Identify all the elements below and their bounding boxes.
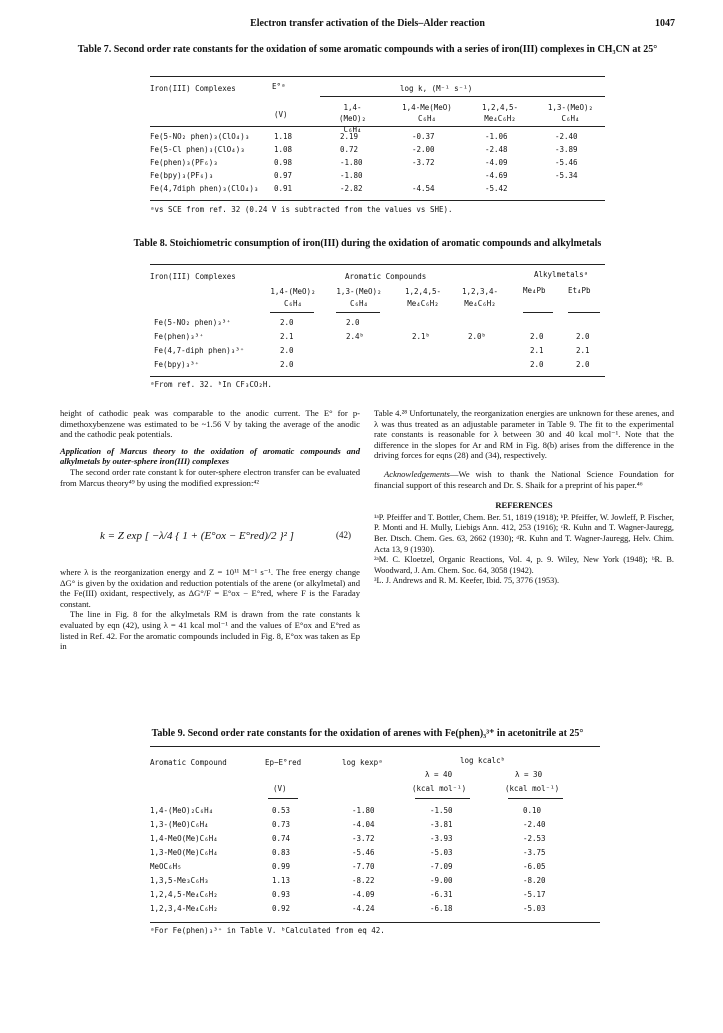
table-cell: Fe(5-NO₂ phen)₃³⁺: [154, 318, 231, 327]
table-cell: 0.91: [274, 184, 293, 193]
table-cell: 2.0: [576, 360, 590, 369]
paragraph: The line in Fig. 8 for the alkylmetals RM is drawn from the rate constants k evaluated by eqn (42), using λ = 41 kcal mol⁻¹ and the values of E°ox and E°red as listed in Ref. 42. For the aromatic compounds included in Fig. 8, E°ox was taken as Ep in: [60, 609, 360, 652]
table-cell: 2.1: [576, 346, 590, 355]
table8-caption: Table 8. Stoichiometric consumption of iron(III) during the oxidation of aromatic compounds and alkylmetals: [133, 238, 602, 249]
table9-footnote: ᵃFor Fe(phen)₃³⁺ in Table V. ᵇCalculated from eq 42.: [150, 926, 385, 935]
table-row: [150, 318, 605, 330]
table-row: [150, 184, 605, 196]
table-row: [150, 904, 600, 916]
table8-sub-3: 1,2,4,5- Me₄C₆H₂: [404, 287, 442, 308]
table9-bottom-rule: [150, 922, 600, 923]
table-row: [150, 876, 600, 888]
table-cell: 2.0: [530, 360, 544, 369]
table-cell: 0.10: [523, 806, 542, 815]
table8-group-alkylmetals: Alkylmetalsᵃ: [534, 270, 589, 279]
table-cell: 2.1ᵇ: [412, 332, 431, 341]
table-cell: 2.0: [530, 332, 544, 341]
paragraph: height of cathodic peak was comparable to the anodic current. The E° for p-dimethoxybenzene was estimated to be ~1.56 V by taking the average of the anodic and the cathodic peak potentials.: [60, 408, 360, 440]
equation-number: (42): [336, 530, 351, 540]
table-cell: -9.00: [430, 876, 453, 885]
table-cell: Fe(4,7diph phen)₃(ClO₄)₃: [150, 184, 259, 193]
table-cell: -2.40: [555, 132, 578, 141]
table-cell: -3.72: [352, 834, 375, 843]
table-cell: Fe(bpy)₃³⁺: [154, 360, 200, 369]
table7-footnote: ᵃvs SCE from ref. 32 (0.24 V is subtracted from the values vs SHE).: [150, 205, 453, 214]
reference-item: ²ᵃM. C. Kloetzel, Organic Reactions, Vol. 4, p. 9. Wiley, New York (1948); ᵇR. B. Woodward, J. Am. Chem. Soc. 64, 3058 (1942).: [374, 555, 674, 575]
table9-lambda-40: λ = 40: [425, 770, 453, 779]
page-number: 1047: [655, 18, 675, 29]
table-cell: 1.18: [274, 132, 293, 141]
table7-bottom-rule: [150, 200, 605, 201]
table-cell: -1.06: [485, 132, 508, 141]
table-cell: -6.05: [523, 862, 546, 871]
table-row: [150, 848, 600, 860]
table-cell: -5.34: [555, 171, 578, 180]
table9-sub-rule: [508, 798, 563, 799]
table-row: [150, 806, 600, 818]
table-cell: 2.1: [530, 346, 544, 355]
table-cell: -3.75: [523, 848, 546, 857]
table-cell: -2.48: [485, 145, 508, 154]
table-cell: 0.83: [272, 848, 291, 857]
table-cell: -4.54: [412, 184, 435, 193]
table-cell: -8.22: [352, 876, 375, 885]
table-cell: -4.24: [352, 904, 375, 913]
table-cell: -6.31: [430, 890, 453, 899]
table-row: [150, 332, 605, 344]
table7-sub-1: 1,4-(MeO)₂ C₆H₄: [338, 103, 367, 134]
table-cell: -2.40: [523, 820, 546, 829]
table-cell: -7.09: [430, 862, 453, 871]
table-cell: Fe(phen)₃(PF₆)₃: [150, 158, 218, 167]
table9-sub-rule: [268, 798, 298, 799]
table-row: [150, 820, 600, 832]
table-cell: -4.69: [485, 171, 508, 180]
table-cell: 2.0: [280, 360, 294, 369]
table7-top-rule: [150, 76, 605, 77]
table-row: [150, 360, 605, 372]
table-cell: -0.37: [412, 132, 435, 141]
table-cell: -1.50: [430, 806, 453, 815]
table-row: [150, 834, 600, 846]
table-cell: 0.53: [272, 806, 291, 815]
equation-42: k = Z exp [ −λ/4 { 1 + (E°ox − E°red)/2 }² ]: [100, 530, 294, 542]
table-cell: -8.20: [523, 876, 546, 885]
table-cell: Fe(bpy)₃(PF₆)₃: [150, 171, 214, 180]
paragraph: Table 4.²⁸ Unfortunately, the reorganization energies are unknown for these arenes, and λ was thus treated as an adjustable parameter in Table 9. The fit to the experimental rate constants is reasonable for λ between 30 and 40 kcal mol⁻¹. Note that the difference in the slopes for Ar and RM in Fig. 8(b) arises from the difference in the driving forces for eqns (28) and (34), respectively.: [374, 408, 674, 461]
paragraph: The second order rate constant k for outer-sphere electron transfer can be evaluated from Marcus theory⁴⁹ by using the modified expression:⁴²: [60, 466, 360, 488]
table-cell: 1,3-(MeO)C₆H₄: [150, 820, 209, 829]
table-cell: -4.09: [352, 890, 375, 899]
acknowledgements: [374, 469, 674, 490]
ack-heading: Acknowledgements: [384, 468, 450, 479]
ack-text: —We wish to thank the National Science Foundation for financial support of this research and Dr. S. Shaik for a preprint of his paper.⁴⁶: [374, 468, 674, 490]
running-title: Electron transfer activation of the Diels–Alder reaction: [250, 18, 485, 29]
table-cell: -3.81: [430, 820, 453, 829]
table-cell: 2.19: [340, 132, 359, 141]
table-cell: 0.99: [272, 862, 291, 871]
table-cell: 1,4-(MeO)₂C₆H₄: [150, 806, 214, 815]
table-row: [150, 346, 605, 358]
table-cell: -2.53: [523, 834, 546, 843]
running-header: [60, 18, 675, 34]
table-cell: 0.93: [272, 890, 291, 899]
table-cell: 2.0: [576, 332, 590, 341]
table-cell: -5.46: [352, 848, 375, 857]
table8-sub-6: Et₄Pb: [568, 286, 591, 295]
table9-top-rule: [150, 746, 600, 747]
table8-top-rule: [150, 264, 605, 265]
table-cell: -1.80: [340, 158, 363, 167]
table-cell: 0.73: [272, 820, 291, 829]
table9-col-kexp: log kexpᵃ: [342, 758, 383, 767]
table9-caption: Table 9. Second order rate constants for the oxidation of arenes with Fe(phen)₃³⁺ in acetonitrile at 25°: [151, 728, 584, 739]
table-cell: 0.97: [274, 171, 293, 180]
table-cell: Fe(phen)₃³⁺: [154, 332, 204, 341]
table-cell: 2.0: [280, 318, 294, 327]
table-cell: 1,2,4,5-Me₄C₆H₂: [150, 890, 218, 899]
table-cell: -1.80: [340, 171, 363, 180]
table7-sub-3: 1,2,4,5- Me₄C₆H₂: [481, 103, 519, 123]
table-cell: -3.89: [555, 145, 578, 154]
table8-sub-rule: [336, 312, 380, 313]
table-row: [150, 145, 605, 157]
table8-bottom-rule: [150, 376, 605, 377]
left-column-lower: [60, 567, 360, 652]
table8-sub-1: 1,4-(MeO)₂ C₆H₄: [270, 287, 316, 308]
table-cell: -5.17: [523, 890, 546, 899]
table-cell: 0.92: [272, 904, 291, 913]
reference-item: ³L. J. Andrews and R. M. Keefer, Ibid. 75, 3776 (1953).: [374, 576, 560, 586]
table-cell: -1.80: [352, 806, 375, 815]
table-row: [150, 171, 605, 183]
table-row: [150, 132, 605, 144]
table7-span-header: log k, (M⁻¹ s⁻¹): [400, 84, 473, 93]
table7-sub-2: 1,4-Me(MeO) C₆H₄: [402, 103, 452, 123]
table-cell: 0.98: [274, 158, 293, 167]
table-cell: 1,4-MeO(Me)C₆H₄: [150, 834, 218, 843]
table-row: [150, 890, 600, 902]
table-cell: MeOC₆H₅: [150, 862, 182, 871]
table-cell: -5.03: [523, 904, 546, 913]
table-cell: -4.04: [352, 820, 375, 829]
table7-col-complexes: Iron(III) Complexes: [150, 84, 236, 93]
table-cell: -3.93: [430, 834, 453, 843]
table-cell: 2.0ᵇ: [468, 332, 487, 341]
table9-sub-rule: [415, 798, 470, 799]
section-heading: Application of Marcus theory to the oxidation of aromatic compounds and alkylmetals by outer-sphere iron(III) complexes: [60, 445, 360, 467]
table-cell: 0.74: [272, 834, 291, 843]
table7-span-rule: [320, 96, 605, 97]
table7-col-e0-unit: (V): [274, 110, 288, 119]
table-cell: -2.82: [340, 184, 363, 193]
table7-sub-4: 1,3-(MeO)₂ C₆H₄: [547, 103, 594, 123]
table7-caption: Table 7. Second order rate constants for the oxidation of some aromatic compounds with a series of iron(III) complexes in CH₃CN at 25°: [77, 44, 658, 55]
table-cell: Fe(4,7-diph phen)₃³⁺: [154, 346, 245, 355]
table-cell: Fe(5-Cl phen)₃(ClO₄)₃: [150, 145, 245, 154]
table-cell: -5.46: [555, 158, 578, 167]
table-cell: -3.72: [412, 158, 435, 167]
table8-sub-4: 1,2,3,4- Me₄C₆H₂: [461, 287, 499, 308]
table7-header-rule: [150, 126, 605, 127]
table-cell: -5.42: [485, 184, 508, 193]
table-cell: 1,2,3,4-Me₄C₆H₂: [150, 904, 218, 913]
table9-lambda-30: λ = 30: [515, 770, 543, 779]
table-cell: Fe(5-NO₂ phen)₃(ClO₄)₃: [150, 132, 250, 141]
table-cell: 2.0: [280, 346, 294, 355]
table8-footnote: ᵃFrom ref. 32. ᵇIn CF₃CO₂H.: [150, 380, 272, 389]
table9-unit-40: (kcal mol⁻¹): [412, 784, 467, 793]
table-cell: 1,3-MeO(Me)C₆H₄: [150, 848, 218, 857]
table-cell: 1.08: [274, 145, 293, 154]
table9-col-ep-unit: (V): [273, 784, 287, 793]
table8-sub-5: Me₄Pb: [523, 286, 546, 295]
table-cell: 1,3,5-Me₃C₆H₃: [150, 876, 209, 885]
table9-unit-30: (kcal mol⁻¹): [505, 784, 560, 793]
table8-sub-rule: [568, 312, 600, 313]
table-cell: -2.00: [412, 145, 435, 154]
table-cell: -7.70: [352, 862, 375, 871]
table-row: [150, 862, 600, 874]
table9-col-compound: Aromatic Compound: [150, 758, 227, 767]
table7-col-e0: E°ᵃ: [272, 82, 286, 91]
table8-sub-rule: [523, 312, 553, 313]
table-cell: 2.4ᵇ: [346, 332, 365, 341]
table-cell: 2.1: [280, 332, 294, 341]
table9-col-ep: Ep−E°red: [265, 758, 302, 767]
right-column: [374, 408, 674, 587]
table-cell: 2.0: [346, 318, 360, 327]
table-cell: -6.18: [430, 904, 453, 913]
left-column: [60, 408, 360, 488]
reference-item: ¹ᵃP. Pfeiffer and T. Bottler, Chem. Ber. 51, 1819 (1918); ᵇP. Pfeiffer, W. Jowleff, P. Fischer, P. Monti and H. Mully, Liebigs Ann. 412, 253 (1916); ᶜR. Kuhn and T. Wagner-Jauregg, Ber. Dtsch. Chem. Ges. 63, 2662 (1930); ᵈR. Kuhn and T. Wagner-Jauregg, Helv. Chim. Acta 13, 9 (1930).: [374, 512, 674, 554]
table8-sub-2: 1,3-(MeO)₂ C₆H₄: [336, 287, 382, 308]
table8-sub-rule: [270, 312, 314, 313]
table9-span-kcalc: log kcalcᵇ: [460, 756, 506, 765]
table8: [150, 264, 605, 394]
table-cell: -4.09: [485, 158, 508, 167]
table9: [150, 746, 600, 996]
table-cell: 1.13: [272, 876, 291, 885]
table8-col-complexes: Iron(III) Complexes: [150, 272, 236, 281]
table-cell: -5.03: [430, 848, 453, 857]
references-heading: REFERENCES: [495, 500, 553, 511]
table-row: [150, 158, 605, 170]
paragraph: where λ is the reorganization energy and Z = 10¹¹ M⁻¹ s⁻¹. The free energy change ΔG° is given by the oxidation and reduction potentials of the arene (or alkylmetal) and the Fe(III) oxidant, respectively, as ΔG°/F = E°ox − E°red, where F is the Faraday constant.: [60, 567, 360, 609]
table-cell: 0.72: [340, 145, 359, 154]
table8-group-aromatic: Aromatic Compounds: [345, 272, 427, 281]
